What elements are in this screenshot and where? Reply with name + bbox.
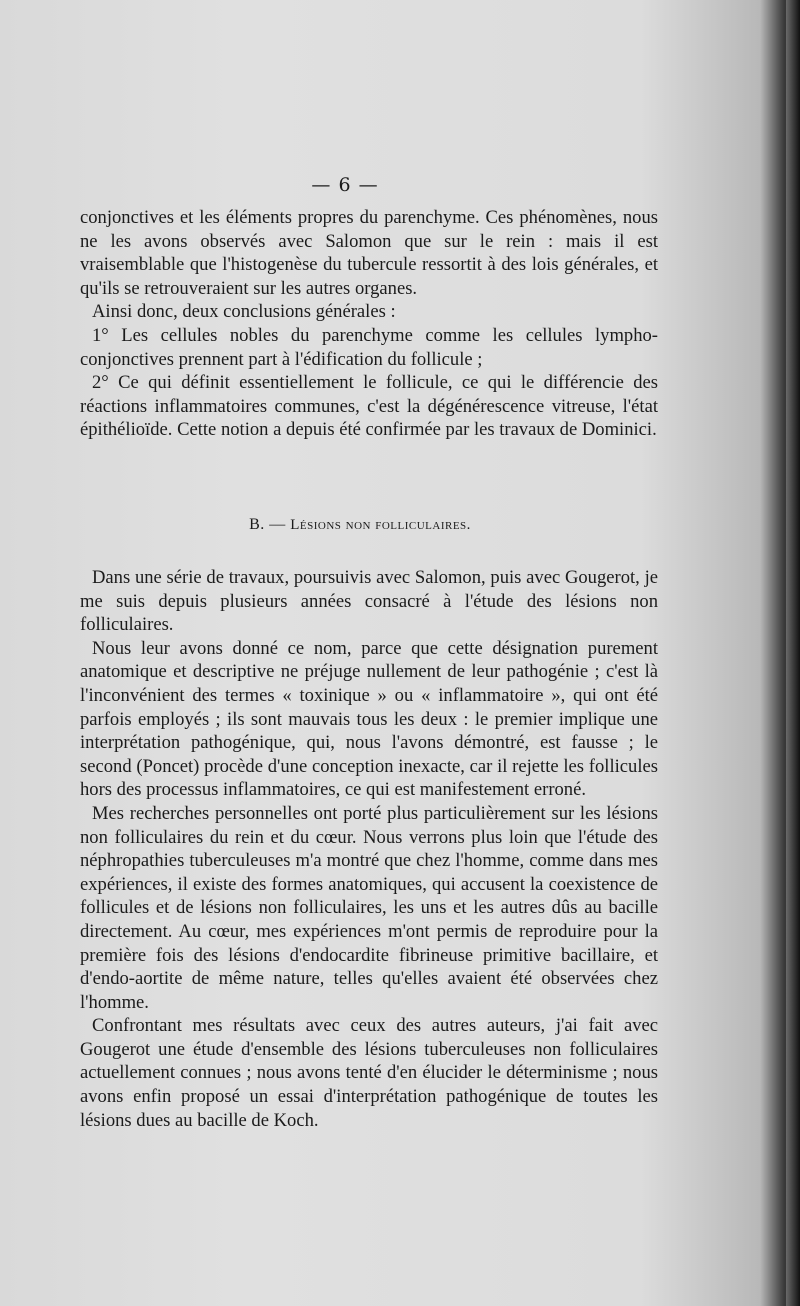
text-block-lower xyxy=(80,566,658,1132)
section-dash: — xyxy=(269,516,286,533)
text-block-upper xyxy=(80,206,658,442)
section-letter: B. xyxy=(249,516,265,533)
section-heading xyxy=(0,516,720,534)
page-number: — 6 — xyxy=(311,174,379,196)
paragraph: Nous leur avons donné ce nom, parce que cette désignation purement anatomique et descriptive ne préjuge nullement de leur pathogénie ; c'est là l'inconvénient des termes « toxinique » ou « inflammatoire », qui ont été parfois employés ; ils sont mauvais tous les deux : le premier implique une interprétation pathogénique, qui, nous l'avons démontré, est fausse ; le second (Poncet) procède d'une conception inexacte, car il rejette les follicules hors des processus inflammatoires, ce qui est manifestement erroné. xyxy=(80,637,658,801)
paragraph: conjonctives et les éléments propres du parenchyme. Ces phénomènes, nous ne les avons observés avec Salomon que sur le rein : mais il est vraisemblable que l'histogenèse du tubercule ressortit à des lois générales, et qu'ils se retrouveraient sur les autres organes. xyxy=(80,207,658,299)
paragraph: Ainsi donc, deux conclusions générales : xyxy=(92,301,396,323)
paragraph: Mes recherches personnelles ont porté plus particulièrement sur les lésions non folliculaires du rein et du cœur. Nous verrons plus loin que l'étude des néphropathies tuberculeuses m'a montré que chez l'homme, comme dans mes expériences, il existe des formes anatomiques, qui accusent la coexistence de follicules et de lésions non folliculaires, les uns et les autres dûs au bacille directement. Au cœur, mes expériences m'ont permis de reproduire pour la première fois des lésions d'endocardite fibrineuse primitive bacillaire, et d'endo-aortite de même nature, telles qu'elles avaient été observées chez l'homme. xyxy=(80,802,658,1013)
paragraph: Dans une série de travaux, poursuivis avec Salomon, puis avec Gougerot, je me suis depuis plusieurs années consacré à l'étude des lésions non folliculaires. xyxy=(80,567,658,636)
page-edge-shadow xyxy=(786,0,800,1306)
paragraph: 1° Les cellules nobles du parenchyme comme les cellules lympho-conjonctives prennent part à l'édification du follicule ; xyxy=(80,324,658,370)
section-title: Lésions non folliculaires. xyxy=(290,517,471,533)
paragraph: Confrontant mes résultats avec ceux des autres auteurs, j'ai fait avec Gougerot une étude d'ensemble des lésions tuberculeuses non folliculaires actuellement connues ; nous avons tenté d'en élucider le déterminisme ; nous avons enfin proposé un essai d'interprétation pathogénique de toutes les lésions dues au bacille de Koch. xyxy=(80,1015,658,1131)
paragraph: 2° Ce qui définit essentiellement le follicule, ce qui le différencie des réactions inflammatoires communes, c'est la dégénérescence vitreuse, l'état épithélioïde. Cette notion a depuis été confirmée par les travaux de Dominici. xyxy=(80,372,658,441)
